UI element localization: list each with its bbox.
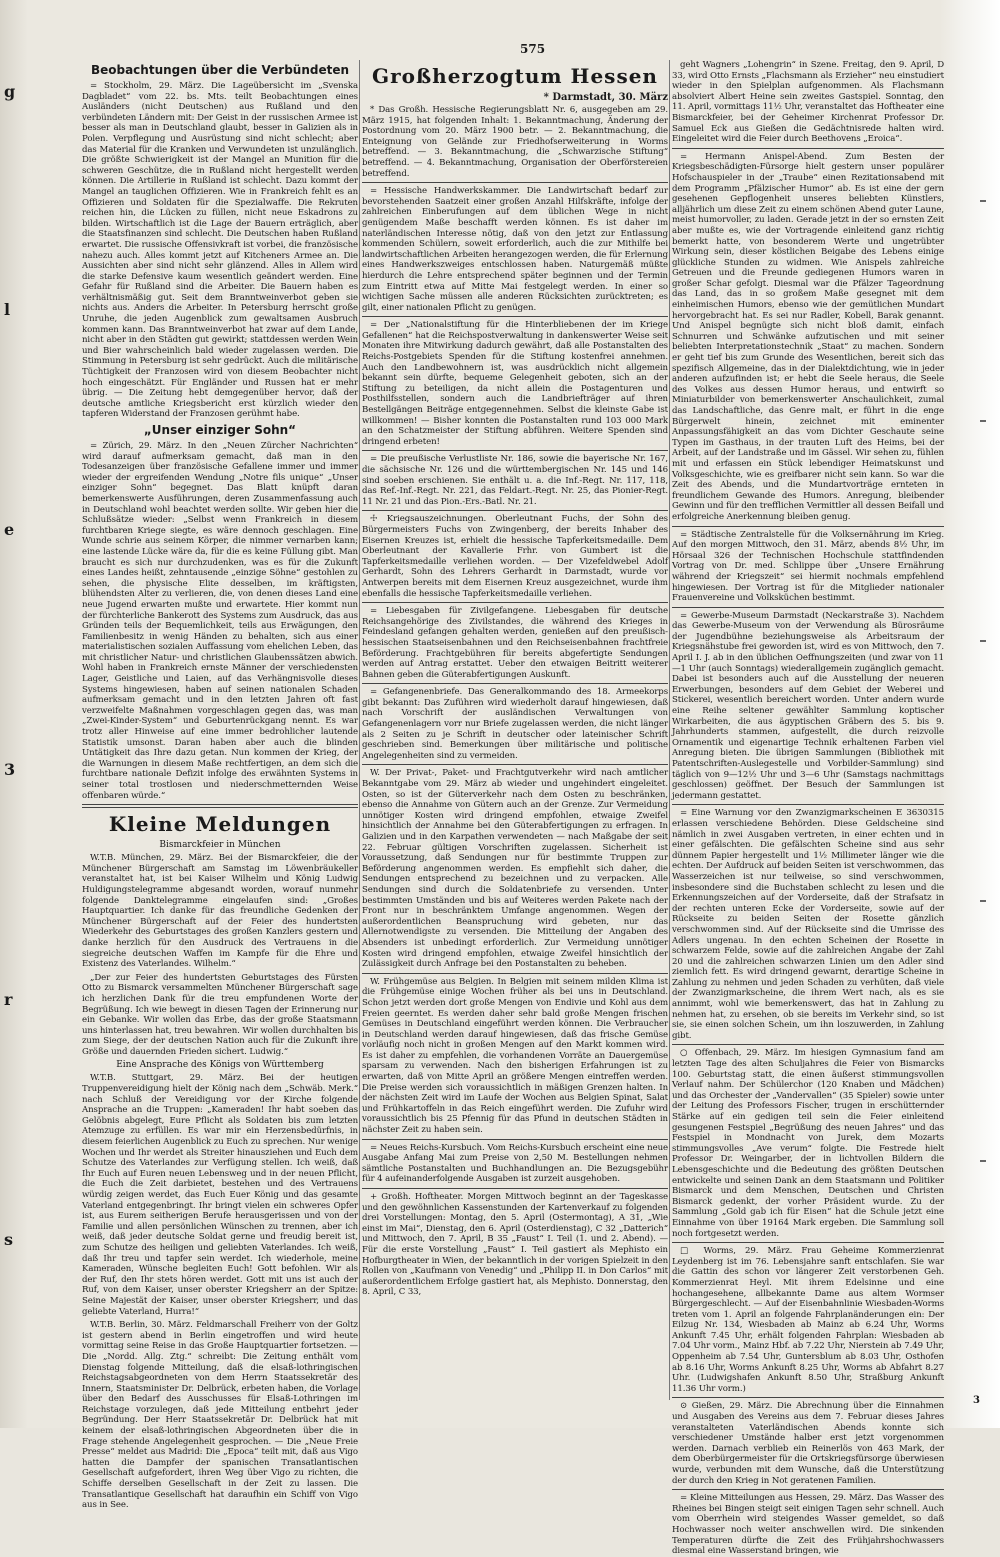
- separator: [362, 182, 668, 183]
- article-paragraph: = Liebesgaben für Zivilgefangene. Liebesgaben für deutsche Reichsangehörige des Zivilstandes, die während des Krieges in Feindesland gefangen gehalten werden, genießen auf den preußisch-hessischen Staatseisenbahnen und den Reichseisenbahnen frachtfreie Beförderung. Frachtgebühren für bereits abgefertigte Sendungen werden auf Antrag erstattet. Ueber den etwaigen Beitritt weiterer Bahnen geben die Güterabfertigungen Auskunft.: [362, 606, 668, 680]
- separator: [362, 510, 668, 511]
- column-middle: [362, 60, 668, 1402]
- article-paragraph: W.T.B. München, 29. März. Bei der Bismarckfeier, die der Münchener Bürgerschaft am Samstag im Löwenbräukeller veranstaltet hat, ist bei Kaiser Wilhelm und König Ludwig Huldigungstelegramme abgesandt worden, worauf nunmehr folgende Danktelegramme eingelaufen sind: „Großes Hauptquartier. Ich danke für das freundliche Gedenken der Münchener Bürgerschaft auf der Feier des hundertsten Wiederkehr des Geburtstages des großen Kanzlers gestern und danke herzlich für den Ausdruck des Vertrauens in die siegreiche deutschen Waffen im Kampfe für die Ehre und Existenz des Vaterlandes. Wilhelm.“: [82, 853, 358, 970]
- separator: [672, 1242, 944, 1243]
- separator: [362, 450, 668, 451]
- article-paragraph: = Neues Reichs-Kursbuch. Vom Reichs-Kursbuch erscheint eine neue Ausgabe Anfang Mai zum Preise von 2,50 M. Bestellungen nehmen sämtliche Postanstalten und Buchhandlungen an. Die Bezugsgebühr für 4 aufeinanderfolgende Ausgaben ist zurzeit ausgehoben.: [362, 1142, 668, 1185]
- article-paragraph: W.T.B. Stuttgart, 29. März. Bei der heutigen Truppenvereidigung hielt der König nach dem „Schwäb. Merk.“ nach Schluß der Vereidigung vor der Kirche folgende Ansprache an die Truppen: „Kameraden! Ihr habt soeben das Gelöbnis abgelegt, Eure Pflicht als Soldaten bis zum letzten Atemzuge zu erfüllen. Es war mir ein Herzensbedürfnis, in diesem feierlichen Augenblick zu Euch zu sprechen. Nur wenige Wochen und Ihr werdet als Streiter hinausziehen und Euch dem Schutze des Vaterlandes zur Verfügung stellen. Ich weiß, daß Ihr Euch auf Euren neuen Lebensweg und in der neuen Pflicht, die Euch die Zeit darbietet, bestehen und des Vertrauens würdig zeigen werdet, das Euch Euer König und das gesamte Vaterland entgegenbringt. Ihr bringt vielen ein schweres Opfer ist, aus Eurem seitherigen Berufe herausgerissen und von der Familie und allen persönlichen Wünschen zu trennen, aber ich weiß, daß jeder deutsche Soldat gerne und freudig bereit ist, zum Schutze des heiligen und geliebten Vaterlandes. Ich weiß, daß Ihr treu und tapfer sein werdet. Ich wiederhole, meine Kameraden, Wünsche begleiten Euch! Gott befohlen. Wir als der Ruf, den Ihr stets hören werdet. Gott mit uns ist auch der Ruf, von dem Kaiser, unser oberster Kriegsherr an der Spitze: Seine Majestät der Kaiser, unser oberster Kriegsherr, und das geliebte Vaterland, Hurra!“: [82, 1073, 358, 1317]
- right-page-edge: [940, 0, 1000, 1428]
- separator: [362, 1139, 668, 1140]
- separator: [672, 1397, 944, 1398]
- dateline: * Darmstadt, 30. März: [543, 92, 668, 103]
- section-title: Kleine Meldungen: [108, 812, 332, 837]
- separator: [362, 764, 668, 765]
- article-paragraph: ☩ Kriegsauszeichnungen. Oberleutnant Fuchs, der Sohn des Bürgermeisters Fuchs von Zwingenberg, der bereits Inhaber des Eisernen Kreuzes ist, erhielt die hessische Tapferkeitsmedaille. Dem Oberleutnant der Kavallerie Frhr. von Gumbert ist die Tapferkeitsmedaille verliehen worden. — Der Vizefeldwebel Adolf Gerhardt, Sohn des Lehrers Gerhardt in Darmstadt, wurde vor Antwerpen bereits mit dem Eisernen Kreuz ausgezeichnet, wurde ihm ebenfalls die hessische Tapferkeitsmedaille verliehen.: [362, 514, 668, 599]
- article-paragraph: geht Wagners „Lohengrin“ in Szene. Freitag, den 9. April, D 33, wird Otto Ernsts „Flachsmann als Erzieher“ neu einstudiert wieder in den Spielplan aufgenommen. Als Flachsmann absolviert Albert Heine sein zweites Gastspiel. Sonntag, den 11. April, vormittags 11½ Uhr, veranstaltet das Hoftheater eine Bismarckfeier, bei der Geheimer Kirchenrat Professor Dr. Samuel Eck aus Gießen die Gedächtnisrede halten wird. Eingeleitet wird die Feier durch Beethovens „Eroica“.: [672, 60, 944, 145]
- separator: [672, 1044, 944, 1045]
- article-paragraph: = Stockholm, 29. März. Die Lageübersicht im „Svenska Dagbladet“ vom 22. bs. Mts. teilt Beobachtungen eines Ausländers (nicht Deutschen) aus Rußland und den verbündeten Ländern mit: Der Geist in der russischen Armee ist besser als man in Deutschland glaubt, besser in Galizien als in Polen. Verpflegung und Ausrüstung sind nicht schlecht; aber das Material für die Kranken und Verwundeten ist unzulänglich. Die größte Schwierigkeit ist der Mangel an Munition für die schweren Geschütze, die in Rußland nicht hergestellt werden können. Die Artillerie in Rußland ist schlecht. Dazu kommt der Mangel an tauglichen Offizieren. Wie in Frankreich fehlt es an Offizieren und Soldaten für die Spezialwaffe. Die Rekruten reichen hin, die Lücken zu füllen, nicht neue Eskadrons zu bilden. Wirtschaftlich ist die Lage der Bauern erträglich, aber die Staatsfinanzen sind schlecht. Die Deutschen haben Rußland erwartet. Die russische Offensivkraft ist vorbei, die französische nahezu auch. Alles kommt jetzt auf Kitcheners Armee an. Die Aussichten aber sind nicht sehr glänzend. Alles in Allem wird die starke Defensive kaum wesentlich geändert werden. Eine Gefahr für Rußland sind die Arbeiter. Die Bauern haben es verhältnismäßig gut. Seit dem Branntweinverbot geben sie nichts aus. Anders die Arbeiter. In Petersburg herrscht große Unruhe, die jeden Augenblick zum gewaltsamen Ausbruch kommen kann. Das Branntweinverbot hat zwar auf dem Lande, nicht aber in den Städten gut gewirkt; stattdessen werden Wein und Bier wahrscheinlich bald wieder zugelassen werden. Die Stimmung in Petersburg ist sehr gedrückt. Auch die militärische Tüchtigkeit der Franzosen wird von diesem Beobachter nicht hoch eingeschätzt. Für Engländer und Russen hat er mehr übrig. — Die Zeitung hebt demgegenüber hervor, daß der deutsche amtliche Kriegsbericht erst kürzlich wieder den tapferen Widerstand der Franzosen gerühmt habe.: [82, 81, 358, 420]
- article-subheading: Eine Ansprache des Königs von Württemberg: [116, 1060, 324, 1071]
- separator: [362, 1188, 668, 1189]
- separator: [672, 148, 944, 149]
- article-paragraph: = Städtische Zentralstelle für die Volksernährung im Krieg. Auf den morgen Mittwoch, den 31. März, abends 8½ Uhr, im Hörsaal 326 der Technischen Hochschule stattfindenden Vortrag von Dr. med. Schlippe über „Unsere Ernährung während der Kriegszeit“ sei hiermit nochmals empfehlend hingewiesen. Der Vortrag ist für die Mitglieder nationaler Frauenvereine und Volksküchen bestimmt.: [672, 529, 944, 604]
- article-paragraph: = Hessische Handwerkskammer. Die Landwirtschaft bedarf zur bevorstehenden Saatzeit einer großen Anzahl Hilfskräfte, infolge der zahlreichen Einberufungen auf dem üblichen Wege in nicht genügendem Maße beschafft werden können. Es ist daher im naterländischen Interesse nötig, daß von den jetzt zur Entlassung kommenden Schülern, soweit erforderlich, auch die zur Mithilfe bei landwirtschaftlichen Arbeiten herangezogen werden, die für Erlernung eines Handwerkszweiges entschlossen haben. Naturgemäß müßte hierdurch die Lehre entsprechend später beginnen und der Termin zum Eintritt etwa auf Mitte Mai festgelegt werden. In einer so wichtigen Sache müssen alle anderen Rücksichten zurücktreten; es gilt, einer nationalen Pflicht zu genügen.: [362, 186, 668, 313]
- column-divider: [669, 60, 670, 1400]
- edge-glyph: 3: [4, 760, 16, 779]
- separator: [672, 804, 944, 805]
- article-paragraph: W. Frühgemüse aus Belgien. In Belgien mit seinem milden Klima ist die Frühgemüse einige Wochen früher als bei uns in Deutschland. Schon jetzt werden dort große Mengen von Endivie und Kohl aus dem Freien geerntet. Es werden daher sehr bald große Mengen frischen Gemüses in Deutschland eingeführt werden können. Die Verbraucher in Deutschland werden darauf hingewiesen, daß das frische Gemüse vorläufig noch nicht in großen Mengen auf den Markt kommen wird. Es ist daher zu empfehlen, die vorhandenen Vorräte an Dauergemüse sparsam zu verwenden. Nach den bisherigen Erfahrungen ist zu erwarten, daß von Mitte April an größere Mengen eintreffen werden. Die Preise werden sich voraussichtlich in mäßigen Grenzen halten. In der nächsten Zeit wird im Laufe der Wochen aus Belgien Spinat, Salat und Frühkartoffeln in das Reich eingeführt werden. Die Zufuhr wird voraussichtlich bis 25 Pfennig für das Pfund in deutschen Städten in nächster Zeit zu haben sein.: [362, 976, 668, 1136]
- article-heading: Beobachtungen über die Verbündeten: [90, 63, 350, 77]
- article-paragraph: ⊙ Gießen, 29. März. Die Abrechnung über die Einnahmen und Ausgaben des Vereins aus dem 7. Februar dieses Jahres veranstalteten Vaterländischen Abends konnte sich verschiedener Umstände halber erst jetzt vorgenommen werden. Darnach verblieb ein Reinerlös von 463 Mark, der dem Oberbürgermeister für die Ortskriegsfürsorge überwiesen wurde, verbunden mit dem Wunsche, daß die Unterstützung der durch den Krieg in Not geratenen Familien.: [672, 1401, 944, 1486]
- edge-glyph: r: [4, 990, 13, 1009]
- article-paragraph: „Der zur Feier des hundertsten Geburtstages des Fürsten Otto zu Bismarck versammelten Münchener Bürgerschaft sage ich herzlichen Dank für die treu empfundenen Worte der Begrüßung. Ich wie bewegt in diesen Tagen der Erinnerung nur ein Gebanke. Wir wollen das Erbe, das der große Staatsmann uns hinterlassen hat, treu bewahren. Wir wollen durchhalten bis zum Siege, der der deutschen Nation auch für die Zukunft ihre Größe und dauernden Frieden sichert. Ludwig.“: [82, 972, 358, 1057]
- separator: [672, 607, 944, 608]
- article-paragraph: □ Worms, 29. März. Frau Geheime Kommerzienrat Leydenberg ist im 76. Lebensjahre sanft entschlafen. Sie war die Gattin des schon vor längerer Zeit verstorbenen Geh. Kommerzienrat Heyl. Mit ihrem Edelsinne und eine hochangesehene, allbekannte Dame aus altem Wormser Bürgergeschlecht. — Auf der Eisenbahnlinie Wiesbaden-Worms treten vom 1. April an folgende Fahrplanänderungen ein: Der Eilzug Nr. 134, Wiesbaden ab Mainz ab 6.24 Uhr, Worms Ankunft 7.45 Uhr, erhält folgenden Fahrplan: Wiesbaden ab 7.04 Uhr vorm., Mainz Hbf. ab 7.22 Uhr, Nierstein ab 7.49 Uhr, Oppenheim ab 7.54 Uhr, Guntersblum ab 8.03 Uhr, Osthofen ab 8.16 Uhr, Worms Ankunft 8.25 Uhr, Worms ab Abfahrt 8.27 Uhr. (Ludwigshafen Ankunft 8.50 Uhr, Straßburg Ankunft 11.36 Uhr vorm.): [672, 1246, 944, 1394]
- article-subheading: Bismarckfeier in München: [159, 840, 281, 851]
- article-paragraph: = Die preußische Verlustliste Nr. 186, sowie die bayerische Nr. 167, die sächsische Nr. 126 und die württembergischen Nr. 145 und 146 sind soeben erschienen. Sie enthält u. a. die Inf.-Regt. Nr. 117, 118, das Ref.-Inf.-Regt. Nr. 221, das Feldart.-Regt. Nr. 25, das Pionier-Regt. 11 Nr. 21 und das Pion.-Ers.-Batl. Nr. 21.: [362, 454, 668, 507]
- article-paragraph: = Zürich, 29. März. In den „Neuen Zürcher Nachrichten“ wird darauf aufmerksam gemacht, daß man in den Todesanzeigen über französische Gefallene immer und immer wieder der ergreifenden Wendung „Notre fils unique“ „Unser einziger Sohn“ begegnet. Das Blatt knüpft daran bemerkenswerte Ausführungen, deren Zusammenfassung auch in Deutschland wohl beachtet werden sollte. Wir geben hier die Schlußsätze wieder: „Selbst wenn Frankreich in diesem furchtbaren Kriege siegte, es wäre dennoch geschlagen. Eine Wunde schrie aus seinem Körper, die nimmer vernarben kann; eine lastende Lücke wäre da, für die es keine Füllung gibt. Man braucht es sich nur durchzudenken, was es für die Zukunft eines Landes heißt, zehntausende „einzige Söhne“ gestohlen zu sehen, die physische Elite desselben, im kräftigsten, blühendsten Alter zu verlieren, die, von denen dieses Land eine neue Jugend erwarten mußte und erwartete. Hier kommt nun der fürchterliche Bankerott des Systems zum Ausdruck, das aus Gründen teils der Bequemlichkeit, teils aus Erwägungen, den Familienbesitz in wenig Händen zu behalten, sich aus einer materialistischen sozialen Auffassung vom ehelichen Leben, das mit christlicher Natur- und christlichen Glaubenssätzen abwich. Wohl haben in Frankreich ernste Männer der verschiedensten Lager, Geistliche und Laien, auf das Verhängnisvolle dieses Systems hingewiesen, haben auf seinen nationalen Schaden aufmerksam gemacht und in den letzten Jahren oft fast verzweifelte Maßnahmen vorgeschlagen gegen das, was man „Zwei-Kinder-System“ und Geburtenrückgang nennt. Es war trotz aller Hinweise auf eine immer bedrohlicher lautende Statistik umsonst. Daran haben aber auch die blinden Untätigkeit das Ihre dazu getan. Nun kommen der Krieg, der die Warnungen in diesem Maße rechtfertigen, an dem sich die furchtbare nationale Defizit infolge des erwähnten Systems in seiner total trostlosen und niederschmetternden Weise offenbaren würde.“: [82, 441, 358, 801]
- article-paragraph: = Gefangenenbriefe. Das Generalkommando des 18. Armeekorps gibt bekannt: Das Zuführen wird wiederholt darauf hingewiesen, daß nach Vorschrift der ausländischen Verwaltungen von Gefangenenlagern vorr nur Briefe zugelassen werden, die nicht länger als 2 Seiten zu je Schrift in deutscher oder lateinischer Schrift geschrieben sind. Bemerkungen über militärische und politische Angelegenheiten sind zu vermeiden.: [362, 687, 668, 761]
- edge-glyph: s: [4, 1230, 14, 1249]
- edge-glyph: e: [4, 520, 15, 539]
- article-paragraph: = Hermann Anispel-Abend. Zum Besten der Kriegsbeschädigten-Fürsorge hielt gestern unser populärer Hofschauspieler in der „Traube“ einen Rezitationsabend mit dem Programm „Pfälzischer Humor“ ab. Es ist eine der gern gesehenen Gepflogenheit unseres beliebten Künstlers, alljährlich um diese Zeit zu einem schönen Abend guter Laune, meist humorvoller, zu laden. Gerade jetzt in der so ernsten Zeit aber mußte es, wie der Vortragende einleitend ganz richtig bemerkt hatte, von besonderem Werte und ungetrübter Wirkung sein, dieser köstlichen Beigabe des Lebens einige glückliche Stunden zu widmen. Wie Anispels zahlreiche Getreuen und die Freunde gediegenen Humors waren in großer Schar gefolgt. Diesmal war die Pfälzer Tageordnung das Land, das in so großem Maße gesegnet mit dem einheimischen Humors, ebenso wie der gemütlichen Mundart hervorgebracht hat. Es sei nur Radler, Kobell, Barak genannt. Und Anispel begnügte sich nicht bloß damit, einfach Schnurren und Schwänke aufzutischen und mit seiner beliebten Interpretationstechnik „Staat“ zu machen. Sondern er geht tief bis zum Grunde des Wesentlichen, bereit sich das spezifisch Allgemeine, das in der Dialektdichtung, wie in jeder anderen aufzufinden ist; er hebt die Seele heraus, die Seele des Volkes aus dessen Humor heraus, und entwirft so Miniaturbilder von bemerkenswerter Anschaulichkeit, zumal das Landschaftliche, das Genre malt, er führt in die enge Bürgerwelt hinein, zeichnet mit eminenter Anpassungsfähigkeit an das vom Dichter Geschaute seine Typen im Gasthaus, in der trauten Luft des Heims, bei der Arbeit, auf der Landstraße und im Gässel. Wir sehen zu, fühlen mit und erfassen ein Stück lebendiger Heimatskunst und Volksgeschichte, wie es greifbarer nicht sein kann. So war die Zeit des Abends, und die Mundartvorträge ernteten in freundlichem Gewande des Humors. Anregung, bleibender Gewinn und für den trefflichen Vermittler all dessen Beifall und erfolgreiche Anerkennung bleiben genug.: [672, 151, 944, 522]
- article-paragraph: = Kleine Mitteilungen aus Hessen, 29. März. Das Wasser des Rheines bei Bingen steigt seit einigen Tagen sehr schnell. Auch vom Oberrhein wird steigendes Wasser gemeldet, so daß Hochwasser noch weiter anschwellen wird. Die sinkenden Temperaturen dürfte die Zeit des Frühjahrshochwassers diesmal eine Wasserstand bringen, wie: [672, 1493, 944, 1557]
- separator: [362, 316, 668, 317]
- article-paragraph: = Der „Nationalstiftung für die Hinterbliebenen der im Kriege Gefallenen“ hat die Reichspostverwaltung in dankenswerter Weise seit Monaten ihre Mitwirkung dadurch gewährt, daß alle Postanstalten des Reichs-Postgebiets Spenden für die Stiftung kostenfrei annehmen. Auch den Landbewohnern ist, was ausdrücklich nicht allgemein bekannt sein dürfte, bequeme Gelegenheit geboten, sich an der Stiftung zu beteiligen, da nicht allein die Postagenturen und Posthilfsstellen, sondern auch die Landbriefträger auf ihren Bestellgängen Beiträge entgegennehmen. Selbst die kleinste Gabe ist willkommen! — Bisher konnten die Postanstalten rund 103 000 Mark an den Schatzmeister der Stiftung abführen. Weitere Spenden sind dringend erbeten!: [362, 320, 668, 447]
- article-paragraph: W. Der Privat-, Paket- und Frachtgutverkehr wird nach amtlicher Bekanntgabe vom 29. März ab wieder und ungehindert eingeleitet. Osten, so ist der Güterverkehr nach dem Osten zu beschränken, ebenso die Annahme von Gütern auch an der Grenze. Zur Vermeidung unnötiger Kosten wird dringend empfohlen, etwaige Zweifel hinsichtlich der Annahme bei den Güterabfertigungen zu erfragen. In Galizien und in den Karpathen verwendeten — nach Maßgabe der seit 22. Februar gültigen Vorschriften zugelassen. Sicherheit ist Voraussetzung, daß Sendungen nur für bestimmte Truppen zur Beförderung angenommen werden. Es empfiehlt sich daher, die Sendungen entsprechend zu bezeichnen und zu verpacken. Alle Sendungen sind durch die Soldatenbriefe zu versenden. Unter bestimmten Umständen und bis auf Weiteres werden Pakete nach der Front nur in beschränktem Umfange angenommen. Wegen der außerordentlichen Beanspruchung wird gebeten, nur das Allernotwendigste zu versenden. Die Mitteilung der Angaben des Absenders ist unbedingt erforderlich. Zur Vermeidung unnötiger Kosten wird dringend empfohlen, etwaige Zweifel hinsichtlich der Zulässigkeit durch Anfrage bei den Postanstalten zu beheben.: [362, 768, 668, 970]
- column-right: [672, 60, 944, 1557]
- article-paragraph: = Eine Warnung vor den Zwanzigmarkscheinen E 3630315 erlassen verschiedene Behörden. Diese Geldscheine sind nämlich in zwei Ausgaben vertreten, in einer echten und in einer gefälschten. Die gefälschten Scheine sind aus sehr dünnem Papier hergestellt und 1½ Millimeter länger wie die echten. Der Aufdruck auf beiden Seiten ist verschwommen, das Wasserzeichen ist nur teilweise, so sind verschwommen, insbesondere sind die Buchstaben schlecht zu lesen und die Erkennungszeichen auf der Vorderseite, daß der Strafsatz in der rechten unteren Ecke der Vorderseite, sowie auf der Rückseite zu beiden Seiten der Rosette gänzlich verschwommen sind. Auf der Rückseite sind die Umrisse des Adlers ungenau. In den echten Scheinen der Rosette in schwarzem Felde, sowie auf die zahlreichen Angabe der Zahl 20 und die zahlreichen schwarzen Linien um den Adler sind ziemlich fett. Es wird dringend gewarnt, derartige Scheine in Zahlung zu nehmen und jeden Schaden zu verhüten, daß viele der Zwanzigmarkscheine, die ihrem Wert nach, als es sie annimmt, wohl wie bemerkenswert, das hat in Zahlung zu nehmen hat, zu ersehen, ob sie bereits im Verkehr sind, so ist sie, sie einen solchen Schein, um ihn loszuwerden, in Zahlung gibt.: [672, 808, 944, 1041]
- separator: [362, 973, 668, 974]
- footer-mark: 3: [973, 1395, 980, 1406]
- separator: [672, 1489, 944, 1490]
- edge-glyph: l: [4, 300, 11, 319]
- article-paragraph: * Das Großh. Hessische Regierungsblatt Nr. 6, ausgegeben am 29. März 1915, hat folgenden Inhalt: 1. Bekanntmachung, Änderung der Postordnung vom 20. März 1900 betr. — 2. Bekanntmachung, die Enteignung von Gelände zur Friedhofserweiterung in Worms betreffend. — 3. Bekanntmachung, die „Schwarzische Stiftung“ betreffend. — 4. Bekanntmachung, Organisation der Oberförstereien betreffend.: [362, 105, 668, 179]
- separator: [672, 526, 944, 527]
- edge-glyph: g: [4, 82, 16, 101]
- section-rule: [82, 804, 358, 808]
- section-title: Großherzogtum Hessen: [372, 64, 658, 88]
- page-number: 575: [520, 42, 546, 56]
- article-paragraph: ○ Offenbach, 29. März. Im hiesigen Gymnasium fand am letzten Tage des alten Schuljahres die Feier von Bismarcks 100. Geburtstag statt, die einen äußerst stimmungsvollen Verlauf nahm. Der Schülerchor (120 Knaben und Mädchen) und das Orchester der „Vandervallen“ (35 Spieler) sowie unter der Leitung des Professors Fischer, trugen in erschütternder Stärke auf ein gedigen teil sein die Feier einleitend gesungenen Festspiel „Begrüßung des neuen Jahres“ und das Festspiel in Mondnacht von Jurek, dem Mozarts stimmungsvolles „Ave verum“ folgte. Die Festrede hielt Professor Dr. Weingarber, der in lichtvollen Bildern die Lebensgeschichte und die Bedeutung des größten Deutschen entwickelte und seinen Dank an dem Staatsmann und Politiker Bismarck und dem Menschen, Deutschen und Christen Bismarck gedenkt, der vorher Präsident wurde. Zu der Sammlung „Gold gab ich für Eisen“ hat die Schule jetzt eine Einnahme von über 19164 Mark ergeben. Die Sammlung soll noch fortgesetzt werden.: [672, 1048, 944, 1239]
- column-divider: [359, 60, 360, 1400]
- column-left: [82, 60, 358, 1511]
- article-paragraph: + Großh. Hoftheater. Morgen Mittwoch beginnt an der Tageskasse und den gewöhnlichen Kassenstunden der Kartenverkauf zu folgenden drei Vorstellungen: Montag, den 5. April (Ostermontag), A 31, „Wie einst im Mai“, Dienstag, den 6. April (Osterdienstag), C 32 „Datterich“ und Mittwoch, den 7. April, B 35 „Faust“ I. Teil (1. und 2. Abend). — Für die erste Vorstellung „Faust“ I. Teil gastiert als Mephisto ein Hofburgtheater in Wien, der bekanntlich in der vorigen Spielzeit in den Rollen von „Kaufmann von Venedig“ und „Philipp II. in Don Carlos“ mit außerordentlichem Erfolge gastiert hat, als Mephisto. Donnerstag, den 8. April, C 33,: [362, 1192, 668, 1298]
- separator: [362, 602, 668, 603]
- article-heading: „Unser einziger Sohn“: [143, 423, 297, 437]
- article-paragraph: W.T.B. Berlin, 30. März. Feldmarschall Freiherr von der Goltz ist gestern abend in Berlin eingetroffen und wird heute vormittag seine Reise in das Große Hauptquartier fortsetzen. — Die „Nordd. Allg. Ztg.“ schreibt: Die Zeitung enthält vom Dienstag folgende Mitteilung, daß die elsaß-lothringischen Reichstagsabgeordneten von dem Herrn Staatssekretär des Innern, Staatsminister Dr. Delbrück, erbeten haben, die Vorlage über den Bedarf des Ausschusses für Elsaß-Lothringen im Reichstage vorzulegen, daß jede Mitteilung entbehrt jeder Begründung. Der Herr Staatssekretär Dr. Delbrück hat mit keinem der elsaß-lothringischen Abgeordneten über die in Frage stehende Angelegenheit gesprochen. — Die „Neue Freie Presse“ meldet aus Madrid: Die „Epoca“ teilt mit, daß aus Vigo hatten die Dampfer der spanischen Transatlantischen Gesellschaft aufgefordert, ihren Weg über Vigo zu richten, die Schiffe derselben Gesellschaft in der Zeit zu lassen. Die Transatlantique Gesellschaft hat daraufhin ein Schiff von Vigo aus in See.: [82, 1320, 358, 1511]
- article-paragraph: = Gewerbe-Museum Darmstadt (Neckarstraße 3). Nachdem das Gewerbe-Museum von der Verwendung als Bürosräume der Jugendbühne beziehungsweise als Arbeitsraum der Kriegsnähstube frei geworden ist, wird es von Mittwoch, den 7. April I. J. ab in den üblichen Oeffnungszeiten (und zwar von 11—1 Uhr (auch Sonntags) wiederallgemein zugänglich gemacht. Dabei ist besonders auch auf die Ausstellung der neueren Erwerbungen, besonders auf dem Gebiet der Weberei und Stickerei, wesentlich bereichert worden. Unter andern wurde eine Reihe seltener gewählter Sammlung koptischer Wirkarbeiten, die aus ägyptischen Gräbern des 5. bis 9. Jahrhunderts stammen, aufgestellt, die durch reizvolle Ornamentik und eigenartige Technik erhaltenen Farben viel Anregung bieten. Die übrigen Sammlungen (Bibliothek mit Patentschriften-Auslegestelle und Vorbilder-Sammlung) sind täglich von 9—12½ Uhr und 3—6 Uhr (Samstags nachmittags geschlossen) geöffnet. Der Besuch der Sammlungen ist jedermann gestattet.: [672, 610, 944, 801]
- separator: [362, 683, 668, 684]
- left-page-edge: [0, 0, 28, 1428]
